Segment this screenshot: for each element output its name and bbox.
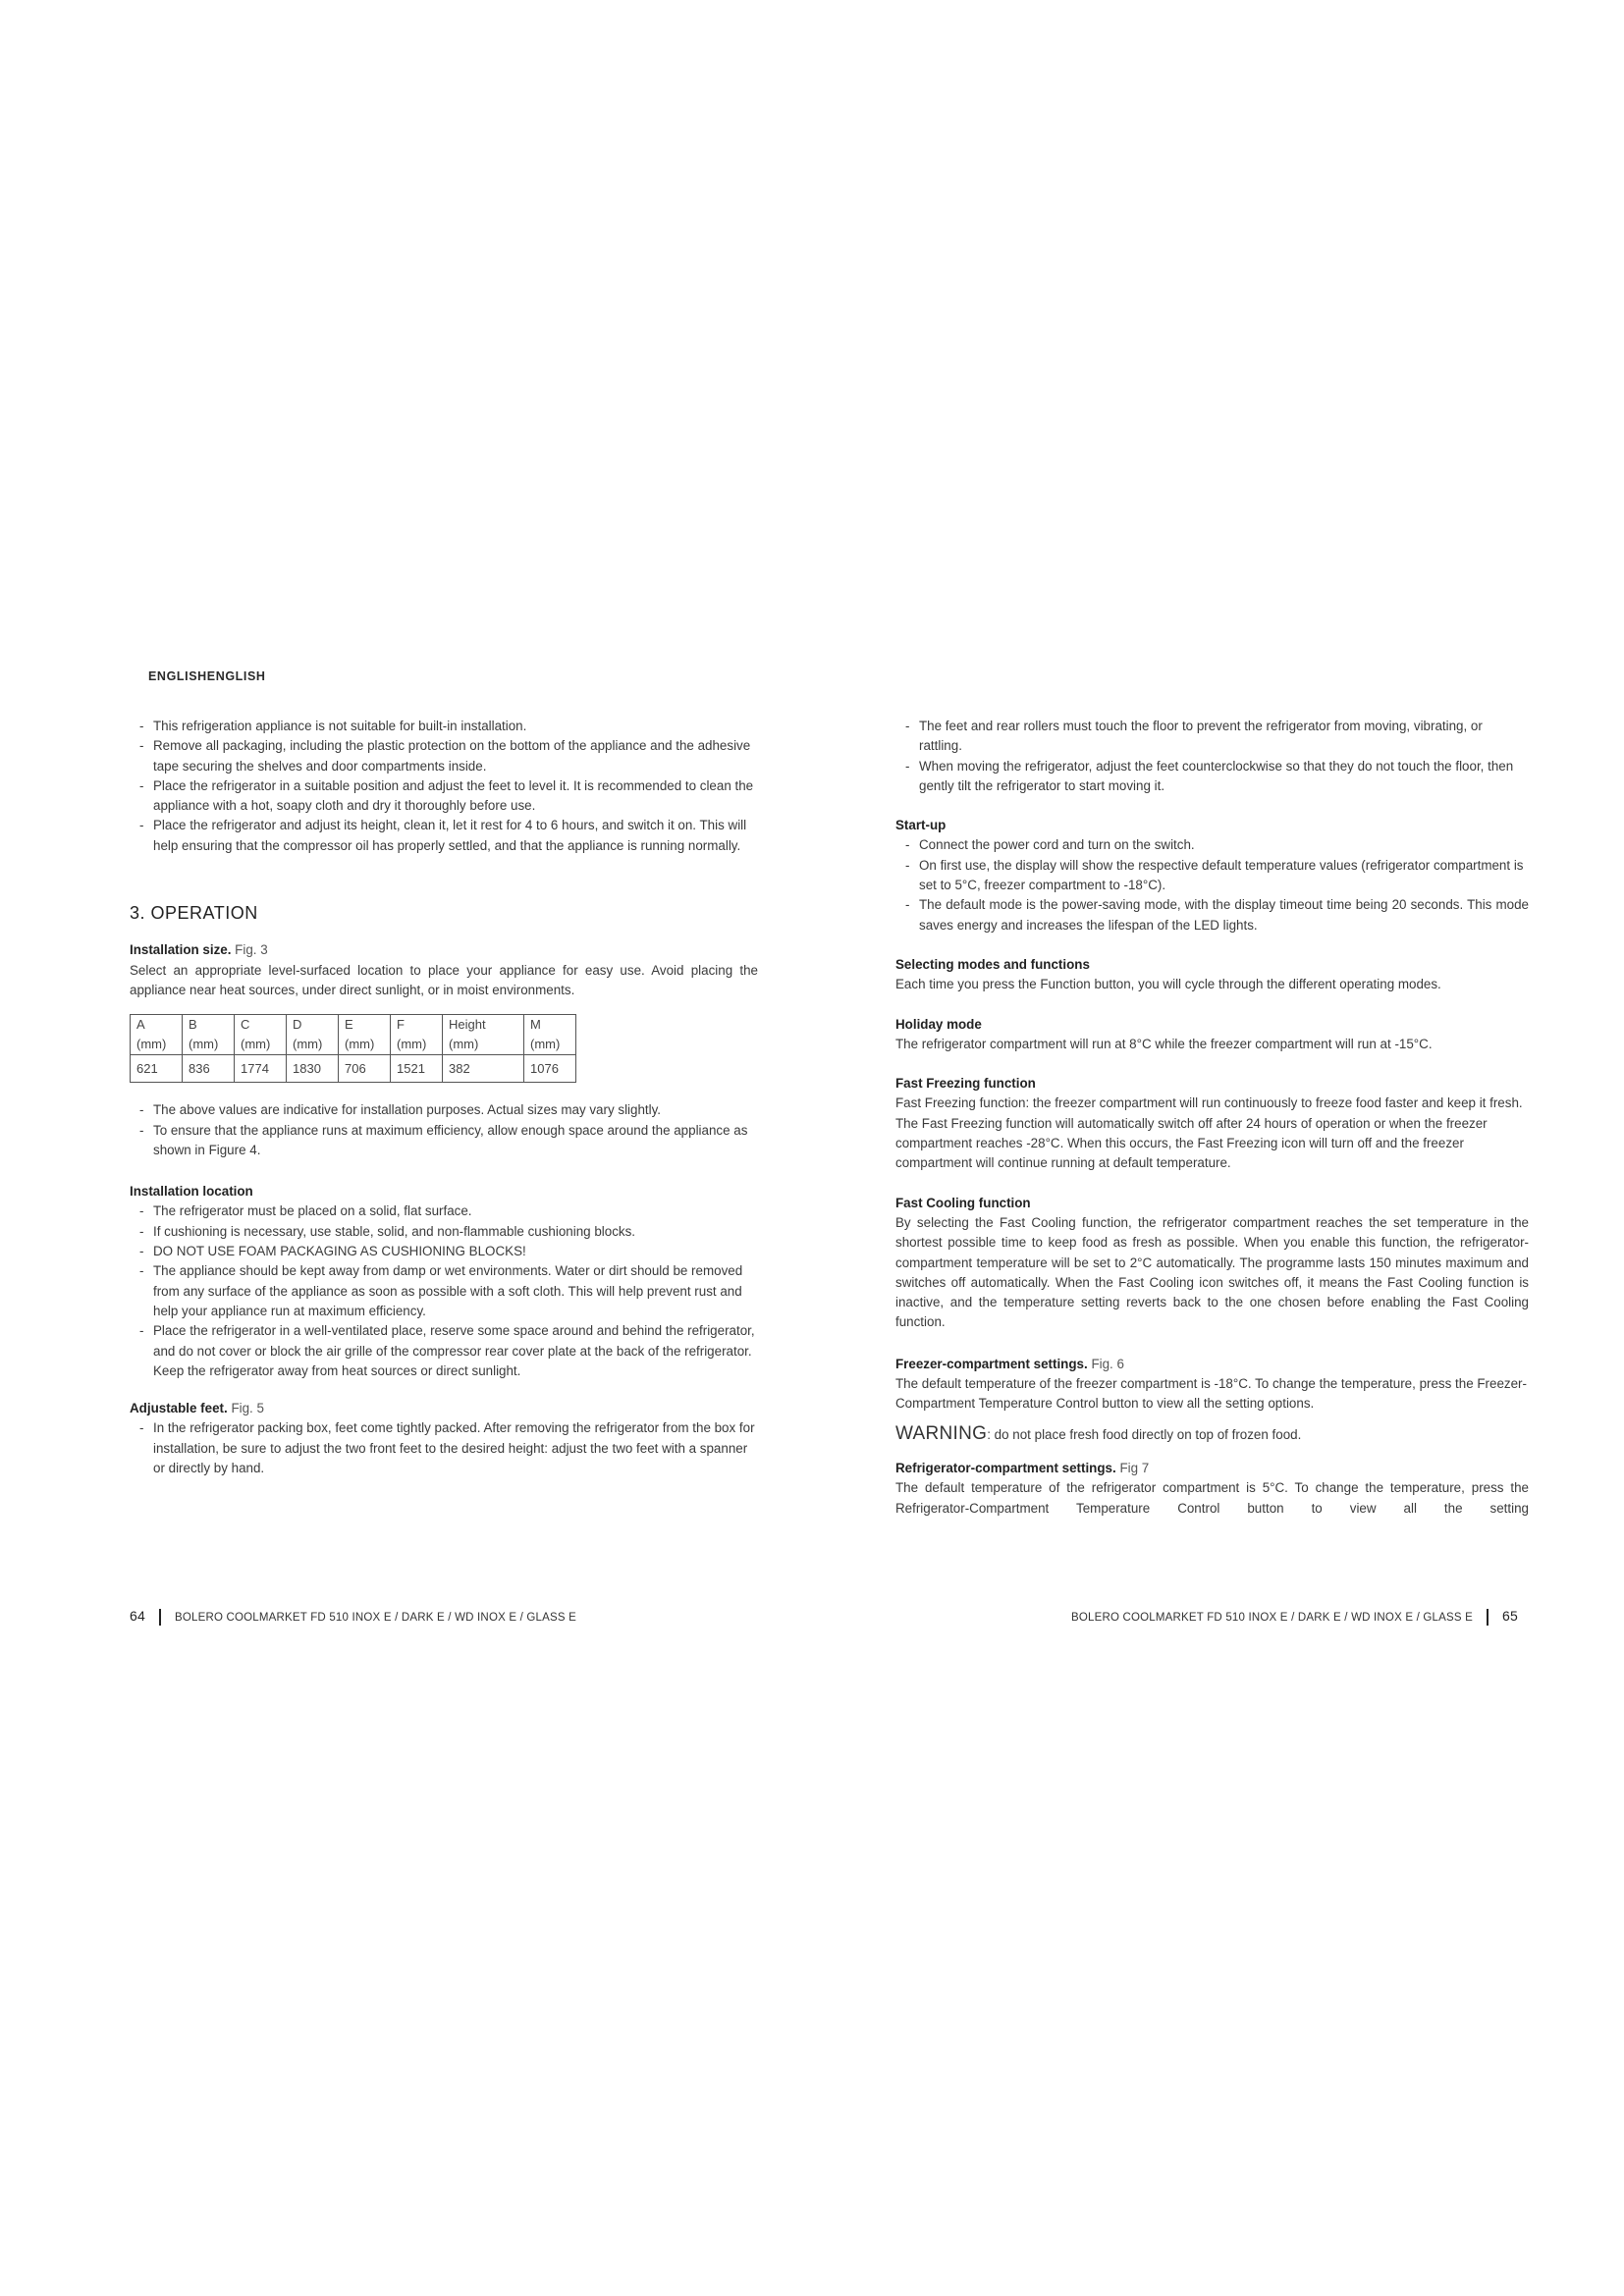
table-cell: 621 xyxy=(131,1055,183,1083)
installation-location-list xyxy=(130,1201,758,1381)
fridge-settings-heading: Refrigerator-compartment settings. Fig 7 xyxy=(895,1460,1150,1475)
size-notes-list xyxy=(130,1100,758,1160)
left-page-footer xyxy=(130,1608,576,1626)
section-title: 3. OPERATION xyxy=(130,903,258,924)
list-item: - Remove all packaging, including the plastic protection on the bottom of the appliance and the adhesive tape securing the shelves and door compartments inside. xyxy=(139,738,751,774)
table-header-row xyxy=(131,1015,576,1055)
intro-bullet-list xyxy=(130,717,758,856)
warning-note: WARNING: do not place fresh food directly on top of frozen food. xyxy=(895,1422,1302,1444)
holiday-mode-text: The refrigerator compartment will run at 8°C while the freezer compartment will run at -15°C. xyxy=(895,1036,1433,1051)
table-header-cell: B (mm) xyxy=(183,1015,235,1055)
table-header-cell: A (mm) xyxy=(131,1015,183,1055)
dimensions-table xyxy=(130,1014,576,1083)
table-cell: 1076 xyxy=(524,1055,576,1083)
selecting-modes-text: Each time you press the Function button, you will cycle through the different operating modes. xyxy=(895,977,1441,992)
list-item: - Place the refrigerator in a well-ventilated place, reserve some space around and behind the refrigerator, and do not cover or block the air grille of the compressor rear cover plate at the back of the refrigerator. Keep the refrigerator away from heat sources or direct sunlight. xyxy=(139,1323,755,1378)
list-item: - The appliance should be kept away from damp or wet environments. Water or dirt should be removed from any surface of the appliance as soon as possible with a soft cloth. This will help prevent rust and help your appliance run at maximum efficiency. xyxy=(139,1263,743,1318)
startup-list xyxy=(895,835,1529,934)
fast-cooling-text: By selecting the Fast Cooling function, the refrigerator compartment reaches the set temperature in the shortest possible time to keep food as fresh as possible. When you enable this function, the refrigerator-compartment temperature will be set to 2°C automatically. The programme lasts 150 minutes maximum and switches off automatically. When the Fast Cooling icon switches off, it means the Fast Cooling function is inactive, and the temperature setting reverts back to the one chosen before enabling the Fast Cooling function. xyxy=(895,1214,1529,1330)
holiday-mode-heading: Holiday mode xyxy=(895,1016,982,1032)
footer-model-text: BOLERO COOLMARKET FD 510 INOX E / DARK E / WD INOX E / GLASS E xyxy=(1070,1612,1474,1624)
list-item: - The default mode is the power-saving mode, with the display timeout time being 20 seconds. This mode saves energy and increases the lifespan of the LED lights. xyxy=(905,897,1529,933)
table-cell: 1521 xyxy=(391,1055,443,1083)
list-item: - If cushioning is necessary, use stable, solid, and non-flammable cushioning blocks. xyxy=(139,1223,636,1239)
language-header: ENGLISHENGLISH xyxy=(148,669,266,683)
list-item: - The above values are indicative for installation purposes. Actual sizes may vary slightly. xyxy=(139,1102,662,1118)
table-header-cell: M (mm) xyxy=(524,1015,576,1055)
table-cell: 706 xyxy=(339,1055,391,1083)
table-cell: 1774 xyxy=(235,1055,287,1083)
list-item: - DO NOT USE FOAM PACKAGING AS CUSHIONING BLOCKS! xyxy=(139,1244,526,1259)
list-item: - This refrigeration appliance is not suitable for built-in installation. xyxy=(139,719,527,733)
list-item: - Connect the power cord and turn on the switch. xyxy=(905,837,1195,853)
table-header-cell: Height (mm) xyxy=(443,1015,524,1055)
footer-separator xyxy=(1487,1609,1489,1626)
page-number: 64 xyxy=(130,1608,145,1624)
table-cell: 836 xyxy=(183,1055,235,1083)
fridge-settings-text: The default temperature of the refrigerator compartment is 5°C. To change the temperature, press the Refrigerator-Compartment Temperature Control button to view all the setting xyxy=(895,1480,1529,1516)
list-item: - When moving the refrigerator, adjust the feet counterclockwise so that they do not touch the floor, then gently tilt the refrigerator to start moving it. xyxy=(905,758,1514,793)
list-item: - The feet and rear rollers must touch the floor to prevent the refrigerator from moving, vibrating, or rattling. xyxy=(905,719,1483,754)
adjustable-feet-list xyxy=(130,1418,758,1478)
fast-freezing-heading: Fast Freezing function xyxy=(895,1076,1036,1092)
table-header-cell: D (mm) xyxy=(287,1015,339,1055)
footer-model-text: BOLERO COOLMARKET FD 510 INOX E / DARK E / WD INOX E / GLASS E xyxy=(174,1612,577,1624)
fast-cooling-heading: Fast Cooling function xyxy=(895,1195,1031,1210)
footer-separator xyxy=(159,1609,161,1626)
table-header-cell: F (mm) xyxy=(391,1015,443,1055)
table-row xyxy=(131,1055,576,1083)
freezer-settings-heading: Freezer-compartment settings. Fig. 6 xyxy=(895,1356,1124,1371)
installation-location-heading: Installation location xyxy=(130,1184,253,1200)
fast-freezing-text: Fast Freezing function: the freezer compartment will run continuously to freeze food faster and keep it fresh. The Fast Freezing function will automatically switch off after 24 hours of operation or when the freezer compartment reaches -28°C. When this occurs, the Fast Freezing icon will turn off and the freezer compartment will continue running at default temperature. xyxy=(895,1095,1523,1171)
list-item: - In the refrigerator packing box, feet come tightly packed. After removing the refrigerator from the box for installation, be sure to adjust the two front feet to the desired height: adjust the two feet with a spanner or directly by hand. xyxy=(139,1420,755,1476)
installation-size-text: Select an appropriate level-surfaced location to place your appliance for easy use. Avoid placing the appliance near heat sources, under direct sunlight, or in moist environments. xyxy=(130,962,758,997)
table-header-cell: C (mm) xyxy=(235,1015,287,1055)
freezer-settings-text: The default temperature of the freezer compartment is -18°C. To change the temperature, press the Freezer-Compartment Temperature Control button to view all the setting options. xyxy=(895,1376,1527,1412)
startup-heading: Start-up xyxy=(895,818,947,833)
list-item: - Place the refrigerator in a suitable position and adjust the feet to level it. It is recommended to clean the appliance with a hot, soapy cloth and dry it thoroughly before use. xyxy=(139,777,754,814)
left-page-column xyxy=(130,717,758,1478)
table-header-cell: E (mm) xyxy=(339,1015,391,1055)
right-page-footer xyxy=(1071,1608,1518,1626)
feet-bullet-list xyxy=(895,717,1529,796)
table-cell: 382 xyxy=(443,1055,524,1083)
adjustable-feet-heading: Adjustable feet. Fig. 5 xyxy=(130,1401,264,1416)
table-cell: 1830 xyxy=(287,1055,339,1083)
list-item: - On first use, the display will show the respective default temperature values (refrigerator compartment is set to 5°C, freezer compartment to -18°C). xyxy=(905,857,1524,893)
installation-size-heading: Installation size. Fig. 3 xyxy=(130,942,268,958)
page-number: 65 xyxy=(1502,1608,1518,1624)
selecting-modes-heading: Selecting modes and functions xyxy=(895,956,1090,972)
right-page-column xyxy=(895,717,1529,1519)
list-item: - Place the refrigerator and adjust its height, clean it, let it rest for 4 to 6 hours, and switch it on. This will help ensuring that the compressor oil has properly settled, and that the appliance is running normally. xyxy=(139,818,747,853)
list-item: - To ensure that the appliance runs at maximum efficiency, allow enough space around the appliance as shown in Figure 4. xyxy=(139,1122,748,1157)
list-item: - The refrigerator must be placed on a solid, flat surface. xyxy=(139,1203,472,1219)
